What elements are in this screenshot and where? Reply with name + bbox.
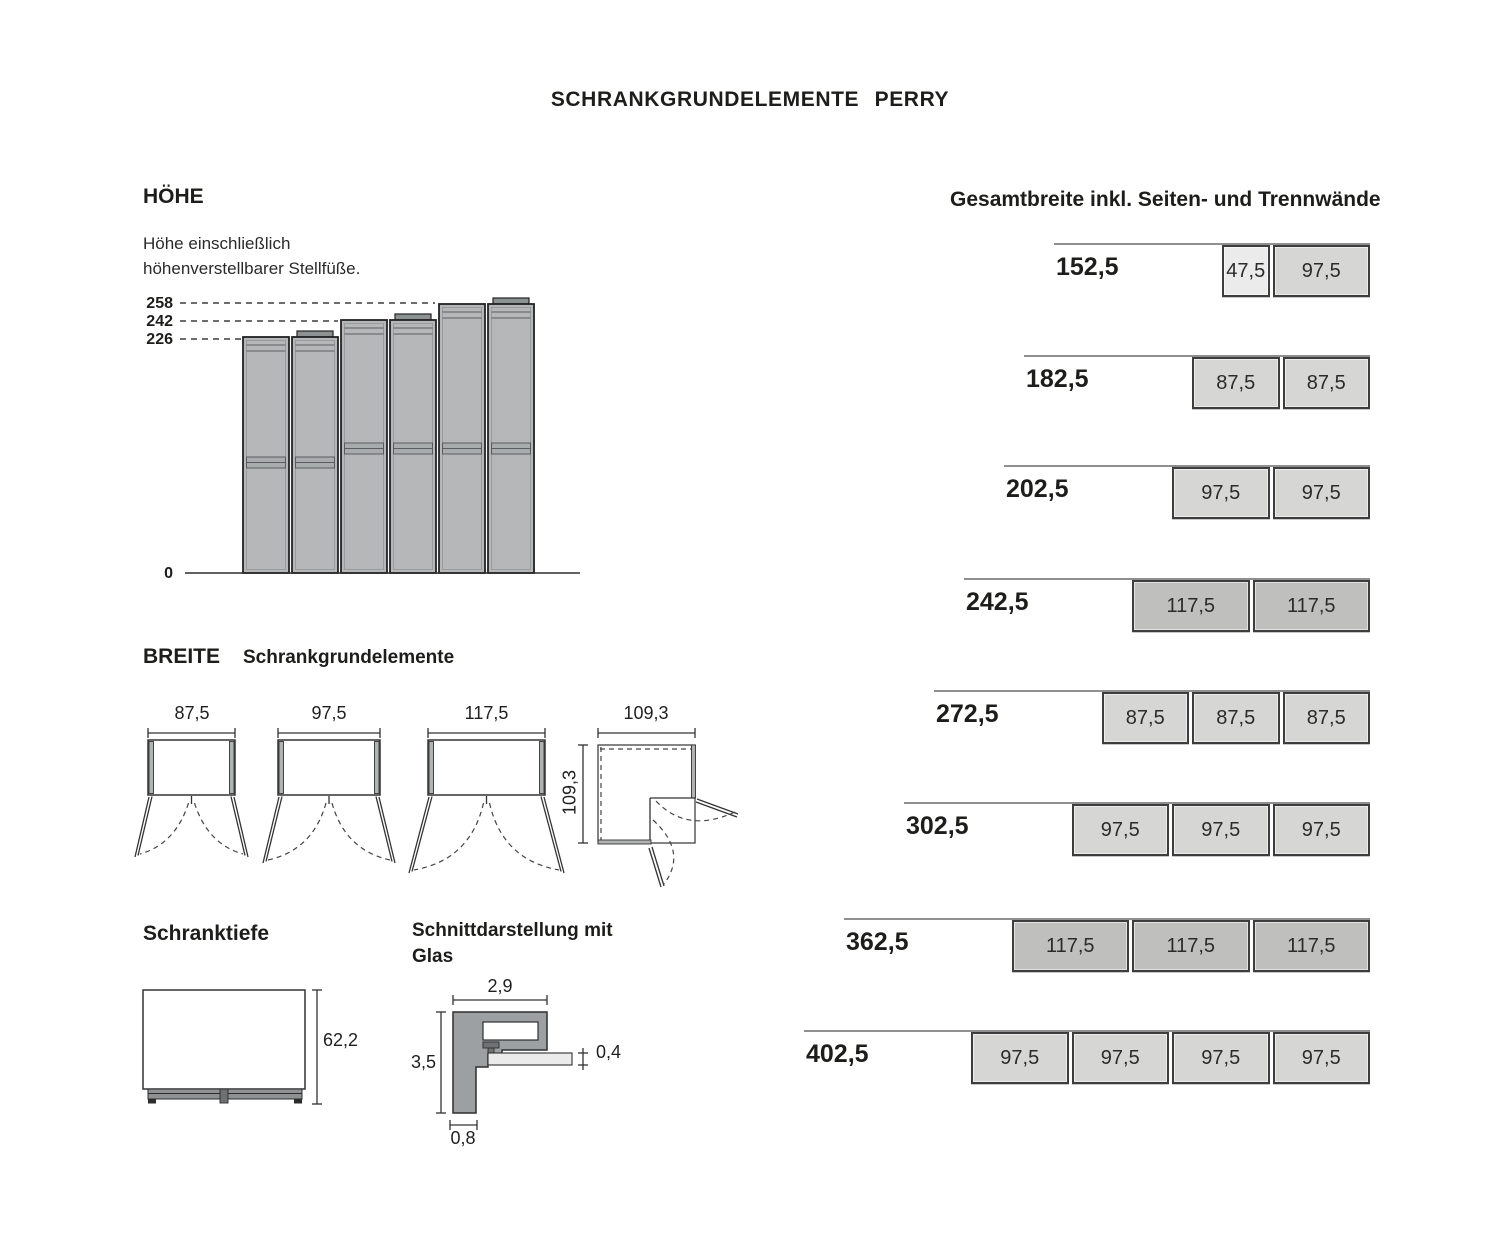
row-total-label: 152,5 — [1056, 253, 1119, 281]
schnitt-dim-left: 3,5 — [410, 1052, 436, 1072]
plinth-left-foot — [148, 1099, 156, 1104]
segment-box: 97,5 — [1273, 245, 1371, 297]
tick-0: 0 — [164, 565, 173, 582]
width-plan-diagram — [135, 700, 795, 910]
door-units — [135, 728, 564, 873]
schnitt-title-line2: Glas — [412, 946, 454, 967]
gesamtbreite-rows — [800, 230, 1370, 1130]
gesamtbreite-row — [964, 578, 1370, 640]
glass-profile-section — [430, 975, 645, 1160]
hoehe-section-title: HÖHE — [143, 185, 204, 208]
segment-box: 97,5 — [1072, 1032, 1170, 1084]
row-total-label: 362,5 — [846, 928, 909, 956]
row-total-label: 272,5 — [936, 700, 999, 728]
glass-pane — [488, 1053, 572, 1065]
segment-box: 87,5 — [1192, 357, 1280, 409]
wardrobe-cabinet — [341, 320, 387, 573]
carcass-top-view — [428, 740, 545, 795]
tick-226: 226 — [146, 331, 173, 348]
row-total-label: 402,5 — [806, 1040, 869, 1068]
plinth-right-foot — [294, 1099, 302, 1104]
glazing-clip — [483, 1042, 499, 1048]
cabinet-body — [439, 304, 485, 573]
row-total-label: 242,5 — [966, 588, 1029, 616]
tick-242: 242 — [146, 313, 173, 330]
breite-section-subtitle: Schrankgrundelemente — [243, 647, 455, 668]
unit2-width-label: 97,5 — [311, 703, 347, 723]
wardrobe-cabinet — [292, 331, 338, 573]
gesamtbreite-row — [1054, 243, 1370, 305]
schnitt-title-line1: Schnittdarstellung mit — [412, 920, 613, 941]
segment-box: 97,5 — [1273, 804, 1371, 856]
schnitt-dim-bottom: 0,8 — [450, 1128, 476, 1148]
segment-box: 97,5 — [1172, 1032, 1270, 1084]
cabinet-body — [488, 304, 534, 573]
hoehe-description-line1: Höhe einschließlich — [143, 234, 291, 253]
row-segments — [971, 1032, 1370, 1084]
segment-box: 97,5 — [1072, 804, 1170, 856]
segment-box: 87,5 — [1192, 692, 1280, 744]
plinth-middle-foot — [220, 1089, 228, 1103]
tick-258: 258 — [146, 295, 173, 312]
cabinet-body — [292, 337, 338, 573]
depth-dim-label: 62,2 — [323, 1030, 359, 1050]
hoehe-description-line2: höhenverstellbarer Stellfüße. — [143, 258, 361, 278]
carcass-top-view — [148, 740, 235, 795]
corner-unit — [578, 728, 738, 887]
row-segments — [1222, 245, 1370, 297]
segment-box: 117,5 — [1132, 920, 1250, 972]
door-unit — [263, 728, 395, 863]
row-segments — [1072, 804, 1371, 856]
row-total-label: 182,5 — [1026, 365, 1089, 393]
row-segments — [1132, 580, 1370, 632]
segment-box: 97,5 — [1172, 804, 1270, 856]
gesamtbreite-row — [804, 1030, 1370, 1092]
gesamtbreite-title: Gesamtbreite inkl. Seiten- und Trennwände — [950, 188, 1381, 211]
corner-depth-label: 109,3 — [559, 769, 580, 816]
corner-width-label: 109,3 — [623, 703, 669, 723]
profile-hollow — [483, 1022, 538, 1040]
row-total-label: 302,5 — [906, 812, 969, 840]
segment-box: 117,5 — [1253, 920, 1371, 972]
unit1-width-label: 87,5 — [174, 703, 210, 723]
schnitt-dim-glass: 0,4 — [596, 1042, 622, 1062]
segment-box: 117,5 — [1132, 580, 1250, 632]
segment-box: 97,5 — [1273, 467, 1371, 519]
wardrobe-cabinet — [390, 314, 436, 573]
height-diagram — [135, 285, 605, 595]
row-segments — [1102, 692, 1371, 744]
segment-box: 87,5 — [1283, 692, 1371, 744]
gesamtbreite-row — [1024, 355, 1370, 417]
row-segments — [1012, 920, 1371, 972]
row-total-label: 202,5 — [1006, 475, 1069, 503]
gesamtbreite-row — [1004, 465, 1370, 527]
carcass-top-view — [278, 740, 380, 795]
wardrobe-cabinet — [488, 298, 534, 573]
door-unit — [135, 728, 248, 857]
schnitt-dim-top: 2,9 — [487, 976, 513, 996]
wardrobe-cabinet — [439, 304, 485, 573]
page-title: SCHRANKGRUNDELEMENTE PERRY — [550, 88, 950, 111]
segment-box: 87,5 — [1283, 357, 1371, 409]
gesamtbreite-row — [934, 690, 1370, 752]
segment-box: 117,5 — [1012, 920, 1130, 972]
schranktiefe-title: Schranktiefe — [143, 922, 270, 945]
segment-box: 97,5 — [1273, 1032, 1371, 1084]
row-segments — [1172, 467, 1370, 519]
gesamtbreite-row — [904, 802, 1370, 864]
cabinet-body — [243, 337, 289, 573]
row-segments — [1192, 357, 1370, 409]
segment-box: 47,5 — [1222, 245, 1270, 297]
breite-section-title: BREITE — [143, 645, 221, 668]
segment-box: 87,5 — [1102, 692, 1190, 744]
unit3-width-label: 117,5 — [464, 703, 509, 723]
segment-box: 97,5 — [971, 1032, 1069, 1084]
wardrobe-cabinets — [243, 298, 534, 573]
depth-diagram — [135, 980, 355, 1120]
cabinet-side-view — [143, 990, 305, 1089]
segment-box: 117,5 — [1253, 580, 1371, 632]
hoehe-description — [143, 232, 360, 281]
door-unit — [409, 728, 564, 873]
segment-box: 97,5 — [1172, 467, 1270, 519]
wardrobe-cabinet — [243, 337, 289, 573]
gesamtbreite-row — [844, 918, 1370, 980]
